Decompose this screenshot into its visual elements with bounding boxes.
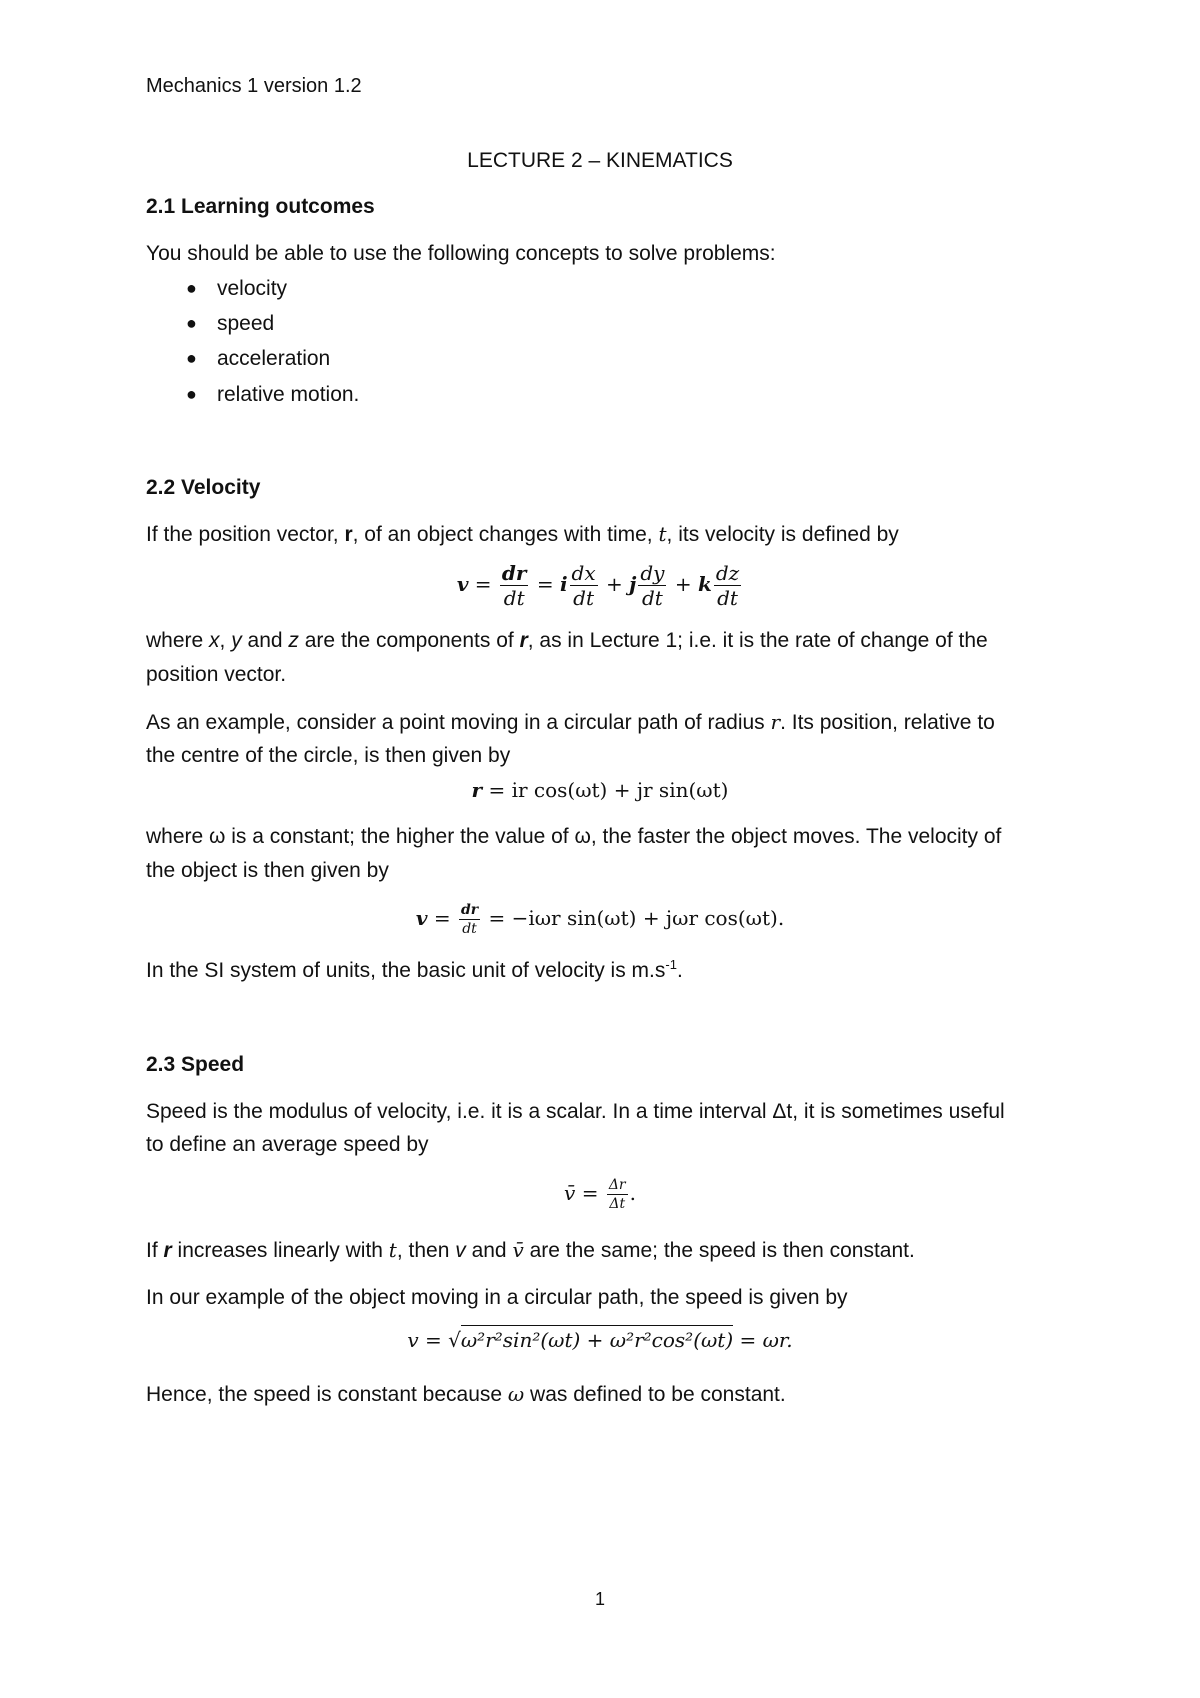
text-run: x [209,629,220,652]
text-run: If [146,1239,164,1262]
speed-paragraph-2 [146,1240,915,1261]
text-run: t [658,522,667,546]
math-symbol: dy [640,561,665,585]
equation-circular-position [0,780,1200,800]
text-run: , as in Lecture 1; i.e. it is the rate of change of the [527,629,988,652]
text-run: , [219,629,232,652]
math-radicand: ω²r²sin²(ωt) + ω²r²cos²(ωt) [461,1325,733,1352]
fraction [570,563,598,608]
text-run: r [344,523,353,546]
math-symbol: dt [573,586,595,610]
text-run: , then [396,1239,456,1262]
list-item-label: velocity [217,277,288,300]
math-symbol: dz [715,561,740,585]
superscript: -1 [665,957,677,972]
math-symbol: = [536,572,554,596]
math-symbol: dt [642,586,663,610]
math-symbol: = [581,1181,599,1205]
text-run: v̄ [512,1238,524,1262]
text-run: r [519,629,528,652]
math-symbol: = [433,906,451,930]
text-run: was defined to be constant. [524,1383,786,1406]
velocity-paragraph-2-line-1 [146,630,988,651]
speed-paragraph-1-line-1: Speed is the modulus of velocity, i.e. it is a scalar. In a time interval Δt, it is sometimes useful [146,1100,1005,1123]
speed-paragraph-1-line-2: to define an average speed by [146,1133,429,1156]
text-run: Hence, the speed is constant because [146,1383,508,1406]
math-symbol: r [471,778,483,802]
sqrt-sign: √ [448,1328,461,1352]
text-run: r [163,1239,172,1262]
fraction [607,1178,628,1211]
text-run: ω [507,1382,525,1406]
math-symbol: v̄ [564,1181,576,1205]
math-symbol: + [674,572,692,596]
math-expression: = ωr. [739,1328,793,1352]
text-run: In the SI system of units, the basic unit of velocity is m.s [146,959,666,982]
math-expression: = −iωr sin(ωt) + jωr cos(ωt). [488,906,785,930]
math-symbol: Δr [608,1177,626,1193]
math-symbol: = [474,572,492,596]
text-run: . [676,959,683,982]
velocity-paragraph-2-line-2: position vector. [146,663,287,686]
text-run: and [465,1239,513,1262]
fraction [638,563,666,608]
math-symbol: j [629,572,637,596]
math-symbol: dt [717,586,738,610]
learning-outcomes-intro: You should be able to use the following concepts to solve problems: [146,242,776,265]
velocity-paragraph-5 [146,957,683,982]
text-run: z [288,629,299,652]
section-heading-2-1: 2.1 Learning outcomes [146,195,375,218]
text-run: y [231,629,242,652]
text-run: , its velocity is defined by [666,523,899,546]
text-run: , of an object changes with time, [352,523,659,546]
text-run: v [455,1239,466,1262]
velocity-paragraph-3-line-2: the centre of the circle, is then given by [146,744,511,767]
text-run: where [146,629,210,652]
text-run: are the same; the speed is then constant. [523,1239,915,1262]
velocity-paragraph-1 [146,524,899,545]
speed-paragraph-3: In our example of the object moving in a circular path, the speed is given by [146,1286,848,1309]
text-run: and [241,629,289,652]
text-run: are the components of [298,629,520,652]
fraction [500,563,529,608]
section-heading-2-3: 2.3 Speed [146,1053,245,1076]
text-run: t [388,1238,397,1262]
equation-speed-circular [0,1330,1200,1350]
bullet-icon: ● [186,313,197,333]
math-symbol: dt [462,921,477,937]
math-symbol: dr [460,902,479,918]
equation-circular-velocity [0,903,1200,936]
math-expression: = ir cos(ωt) + jr sin(ωt) [488,778,729,802]
math-symbol: dt [503,586,525,610]
math-expression: v = [407,1328,442,1352]
math-symbol: k [697,572,712,596]
fraction [459,903,480,936]
equation-average-speed [0,1178,1200,1211]
text-run: r [770,710,781,734]
math-symbol: v [415,906,428,930]
fraction [714,563,741,608]
equation-velocity-definition [0,563,1200,608]
math-symbol: v [456,572,469,596]
speed-paragraph-4 [146,1384,786,1405]
list-item-label: speed [217,312,275,335]
velocity-paragraph-4-line-2: the object is then given by [146,859,389,882]
section-heading-2-2: 2.2 Velocity [146,476,261,499]
math-symbol: Δt [609,1196,626,1212]
math-symbol: i [559,572,568,596]
learning-outcomes-list [186,278,586,408]
velocity-paragraph-4-line-1: where ω is a constant; the higher the value of ω, the faster the object moves. The velocity of [146,825,1002,848]
list-item-label: relative motion. [217,383,360,406]
page-number: 1 [594,1589,605,1609]
running-header: Mechanics 1 version 1.2 [146,75,362,97]
text-run: If the position vector, [146,523,345,546]
math-symbol: dx [571,561,596,585]
bullet-icon: ● [186,278,197,298]
text-run: As an example, consider a point moving in a circular path of radius [146,711,771,734]
math-symbol: . [629,1181,636,1205]
bullet-icon: ● [186,384,197,404]
velocity-paragraph-3-line-1 [146,712,995,733]
math-symbol: dr [501,561,527,585]
text-run: increases linearly with [171,1239,389,1262]
math-symbol: + [606,572,623,596]
list-item-label: acceleration [217,347,331,370]
text-run: . Its position, relative to [780,711,995,734]
lecture-title: LECTURE 2 – KINEMATICS [467,149,733,172]
bullet-icon: ● [186,348,197,368]
